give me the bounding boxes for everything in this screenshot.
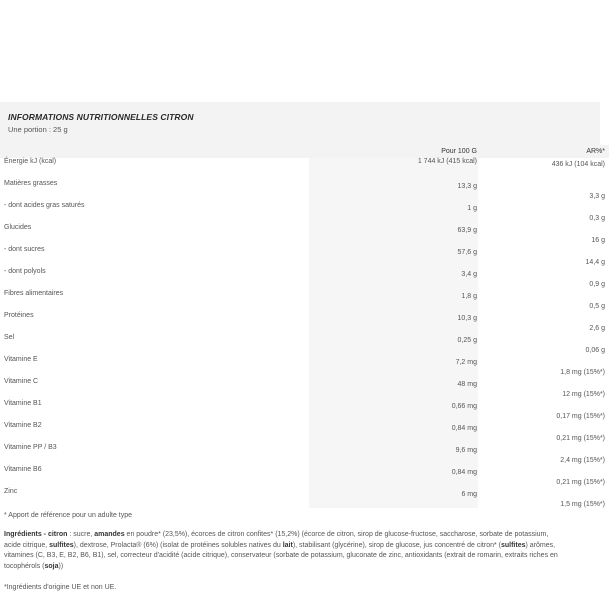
nutrient-name: Vitamine PP / B3 (4, 444, 57, 451)
table-row (0, 464, 609, 486)
ingredient-text: ) arômes, vitamines (C, B3, E, B2, B6, B1), sel, correcteur d'acidité (acide citrique), conservateur (sorbate de potassium, gluconate de zinc, antioxidants (extrait de romarin, extraits riches en tocophérols ( (4, 541, 558, 570)
value-per-100g: 57,6 g (309, 244, 478, 266)
table-row (0, 178, 609, 200)
reference-intake-note: * Apport de référence pour un adulte type (4, 512, 133, 519)
value-per-100g: 13,3 g (309, 178, 478, 200)
value-per-100g: 10,3 g (309, 310, 478, 332)
table-row (0, 332, 609, 354)
table-row (0, 222, 609, 244)
ingredient-text: )) (58, 562, 64, 570)
table-row (0, 310, 609, 332)
table-row (0, 200, 609, 222)
table-row (0, 442, 609, 464)
value-ar: 0,21 mg (15%*) (556, 435, 605, 442)
value-ar: 1,8 mg (15%*) (560, 369, 605, 376)
ingredients-text (0, 524, 568, 572)
nutrient-name: Vitamine B6 (4, 466, 42, 473)
table-row (0, 266, 609, 288)
value-per-100g: 0,25 g (309, 332, 478, 354)
nutrient-name: Matières grasses (4, 180, 58, 187)
nutrient-name: - dont acides gras saturés (4, 202, 85, 209)
origin-note: *Ingrédients d'origine UE et non UE. (4, 584, 117, 591)
value-ar: 14,4 g (585, 259, 605, 266)
ingredient-text: ), stabilisant (glycérine), sirop de glucose, jus concentré de citron* ( (292, 541, 501, 549)
value-per-100g: 3,4 g (309, 266, 478, 288)
value-per-100g: 0,84 mg (309, 464, 478, 486)
portion-size: Une portion : 25 g (8, 125, 68, 134)
table-row (0, 288, 609, 310)
table-row (0, 354, 609, 376)
value-ar: 12 mg (15%*) (562, 391, 605, 398)
table-row (0, 158, 609, 178)
nutrient-name: Vitamine B2 (4, 422, 42, 429)
nutrient-name: Fibres alimentaires (4, 290, 64, 297)
value-per-100g: 1,8 g (309, 288, 478, 310)
value-ar: 2,6 g (589, 325, 605, 332)
nutrient-name: - dont sucres (4, 246, 45, 253)
ingredient-text: ), dextrose, Prolacta® (6%) (isolat de protéines solubles natives du (73, 541, 283, 549)
value-per-100g: 0,66 mg (309, 398, 478, 420)
nutrient-name: Glucides (4, 224, 32, 231)
nutrient-name: Protéines (4, 312, 34, 319)
nutrient-name: - dont polyols (4, 268, 46, 275)
nutrient-name: Énergie kJ (kcal) (4, 158, 57, 165)
value-per-100g: 9,6 mg (309, 442, 478, 464)
table-row (0, 376, 609, 398)
nutrition-table (0, 145, 609, 508)
ingredient-highlight: Ingrédients - citron (4, 531, 68, 538)
value-ar: 3,3 g (589, 193, 605, 200)
ingredient-highlight: amandes (94, 531, 125, 538)
value-ar: 1,5 mg (15%*) (560, 501, 605, 508)
table-row (0, 486, 609, 508)
value-per-100g: 1 g (309, 200, 478, 222)
nutrition-panel (0, 102, 605, 591)
ingredient-text: : sucre, (67, 531, 95, 538)
table-row (0, 398, 609, 420)
value-per-100g: 48 mg (309, 376, 478, 398)
value-per-100g: 6 mg (309, 486, 478, 508)
ingredient-highlight: soja (44, 562, 59, 570)
table-row (0, 420, 609, 442)
nutrient-name: Zinc (4, 488, 18, 495)
value-ar: 0,21 mg (15%*) (556, 479, 605, 486)
table-row (0, 244, 609, 266)
nutrient-name: Sel (4, 334, 15, 341)
nutrition-header (0, 102, 600, 145)
value-per-100g: 63,9 g (309, 222, 478, 244)
ingredient-text: en poudre* (23,5%), écorces de citron confites* (15,2%) (écorce de citron, sirop de glucose-fructose, saccharose, sorbate de potassium, acide citrique, (4, 531, 549, 549)
value-ar: 436 kJ (104 kcal) (551, 161, 605, 168)
column-header-nutrient (0, 145, 309, 158)
ingredient-highlight: sulfites (500, 541, 526, 549)
nutrient-name: Vitamine C (4, 378, 39, 385)
value-per-100g: 1 744 kJ (415 kcal) (309, 158, 478, 178)
value-ar: 2,4 mg (15%*) (560, 457, 605, 464)
value-ar: 0,17 mg (15%*) (556, 413, 605, 420)
value-ar: 0,5 g (589, 303, 605, 310)
ingredient-highlight: lait (282, 541, 293, 549)
value-per-100g: 0,84 mg (309, 420, 478, 442)
value-ar: 0,3 g (589, 215, 605, 222)
nutrition-title: INFORMATIONS NUTRITIONNELLES CITRON (8, 112, 194, 122)
ingredient-highlight: sulfites (49, 541, 74, 549)
value-per-100g: 7,2 mg (309, 354, 478, 376)
value-ar: 16 g (591, 237, 605, 244)
table-header-row (0, 145, 609, 158)
nutrition-table-body (0, 158, 609, 508)
column-header-ar: AR%* (478, 145, 609, 158)
nutrient-name: Vitamine B1 (4, 400, 42, 407)
column-header-per-100g: Pour 100 G (309, 145, 478, 158)
nutrient-name: Vitamine E (4, 356, 38, 363)
value-ar: 0,9 g (589, 281, 605, 288)
value-ar: 0,06 g (585, 347, 605, 354)
